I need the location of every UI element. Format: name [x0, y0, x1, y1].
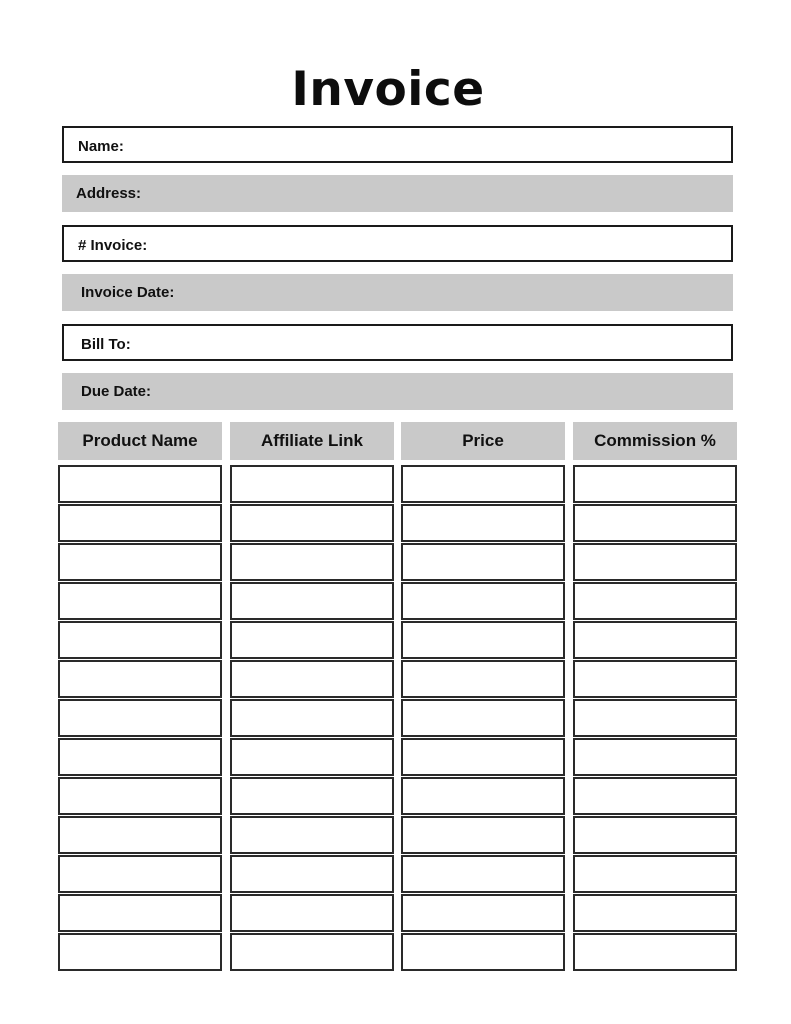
address-label: Address:: [76, 185, 142, 202]
table-cell-commission[interactable]: [573, 855, 737, 893]
table-cell-price[interactable]: [401, 777, 565, 815]
bill-to-field[interactable]: [62, 324, 733, 361]
table-cell-product-name[interactable]: [58, 816, 222, 854]
column-header-commission: Commission %: [573, 422, 737, 460]
table-cell-affiliate-link[interactable]: [230, 894, 394, 932]
table-cell-product-name[interactable]: [58, 543, 222, 581]
table-cell-product-name[interactable]: [58, 465, 222, 503]
table-cell-price[interactable]: [401, 855, 565, 893]
table-cell-affiliate-link[interactable]: [230, 738, 394, 776]
table-cell-product-name[interactable]: [58, 894, 222, 932]
table-cell-price[interactable]: [401, 699, 565, 737]
table-cell-commission[interactable]: [573, 543, 737, 581]
table-cell-commission[interactable]: [573, 933, 737, 971]
table-cell-product-name[interactable]: [58, 855, 222, 893]
table-cell-commission[interactable]: [573, 738, 737, 776]
table-cell-affiliate-link[interactable]: [230, 465, 394, 503]
column-header-affiliate-link: Affiliate Link: [230, 422, 394, 460]
column-header-price: Price: [401, 422, 565, 460]
table-cell-affiliate-link[interactable]: [230, 504, 394, 542]
table-cell-price[interactable]: [401, 933, 565, 971]
table-cell-commission[interactable]: [573, 699, 737, 737]
table-cell-price[interactable]: [401, 543, 565, 581]
table-cell-commission[interactable]: [573, 660, 737, 698]
bill-to-label: Bill To:: [81, 336, 131, 353]
name-field[interactable]: [62, 126, 733, 163]
table-cell-affiliate-link[interactable]: [230, 621, 394, 659]
table-cell-price[interactable]: [401, 582, 565, 620]
invoice-number-field[interactable]: [62, 225, 733, 262]
table-cell-affiliate-link[interactable]: [230, 855, 394, 893]
table-cell-affiliate-link[interactable]: [230, 777, 394, 815]
table-cell-product-name[interactable]: [58, 582, 222, 620]
table-cell-affiliate-link[interactable]: [230, 816, 394, 854]
table-cell-affiliate-link[interactable]: [230, 660, 394, 698]
table-cell-commission[interactable]: [573, 816, 737, 854]
table-cell-price[interactable]: [401, 660, 565, 698]
table-cell-commission[interactable]: [573, 465, 737, 503]
table-cell-product-name[interactable]: [58, 777, 222, 815]
page-title: Invoice: [291, 62, 485, 117]
invoice-date-field[interactable]: [62, 274, 733, 311]
table-cell-affiliate-link[interactable]: [230, 699, 394, 737]
table-cell-product-name[interactable]: [58, 621, 222, 659]
table-cell-commission[interactable]: [573, 777, 737, 815]
table-cell-price[interactable]: [401, 621, 565, 659]
invoice-date-label: Invoice Date:: [81, 284, 175, 301]
table-cell-commission[interactable]: [573, 582, 737, 620]
table-cell-product-name[interactable]: [58, 933, 222, 971]
table-cell-commission[interactable]: [573, 894, 737, 932]
table-cell-commission[interactable]: [573, 621, 737, 659]
table-cell-price[interactable]: [401, 504, 565, 542]
table-cell-price[interactable]: [401, 465, 565, 503]
table-cell-affiliate-link[interactable]: [230, 582, 394, 620]
invoice-number-label: # Invoice:: [78, 237, 148, 254]
name-label: Name:: [78, 138, 124, 155]
table-cell-affiliate-link[interactable]: [230, 543, 394, 581]
column-header-product-name: Product Name: [58, 422, 222, 460]
due-date-field[interactable]: [62, 373, 733, 410]
table-cell-price[interactable]: [401, 738, 565, 776]
table-cell-commission[interactable]: [573, 504, 737, 542]
table-cell-product-name[interactable]: [58, 699, 222, 737]
due-date-label: Due Date:: [81, 383, 152, 400]
table-cell-price[interactable]: [401, 816, 565, 854]
table-cell-product-name[interactable]: [58, 738, 222, 776]
address-field[interactable]: [62, 175, 733, 212]
table-cell-product-name[interactable]: [58, 660, 222, 698]
table-cell-product-name[interactable]: [58, 504, 222, 542]
table-cell-affiliate-link[interactable]: [230, 933, 394, 971]
table-cell-price[interactable]: [401, 894, 565, 932]
